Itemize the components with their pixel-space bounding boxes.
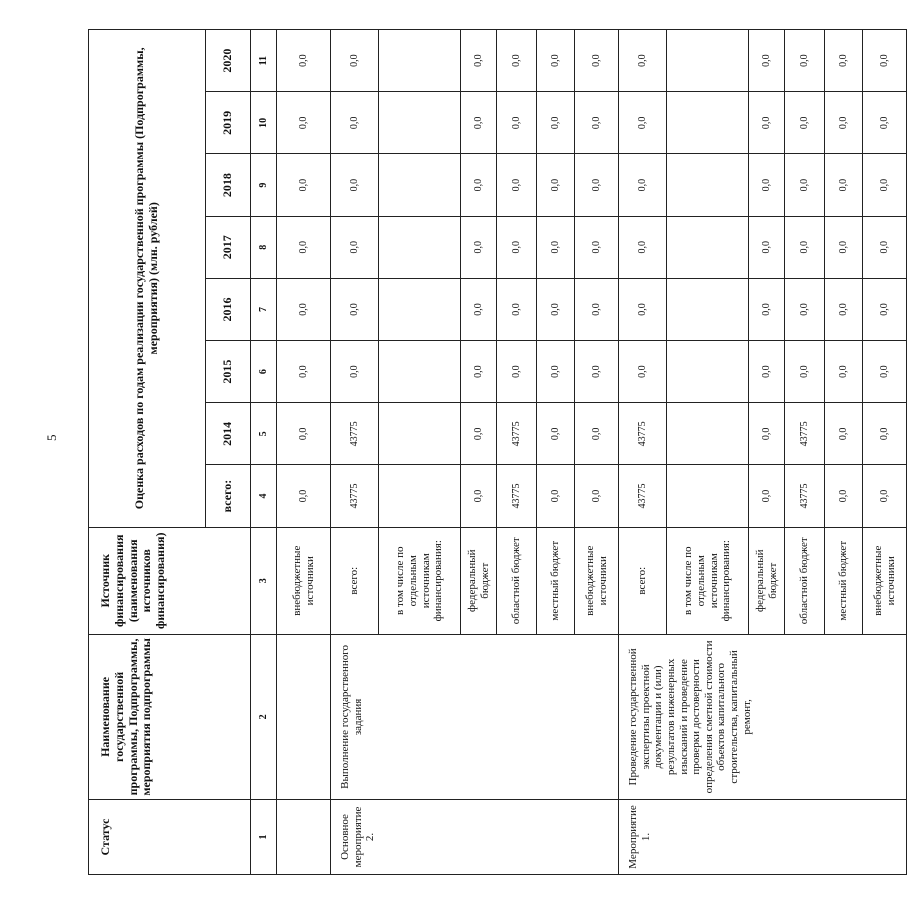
row-source: внебюджетные источники <box>863 527 907 634</box>
row-value: 0,0 <box>575 278 619 340</box>
row-value: 0,0 <box>331 92 379 154</box>
row-value: 0,0 <box>331 278 379 340</box>
column-number: 11 <box>251 30 277 92</box>
row-value: 0,0 <box>497 278 537 340</box>
row-value: 0,0 <box>825 154 863 216</box>
row-value: 0,0 <box>331 341 379 403</box>
row-value: 0,0 <box>749 30 785 92</box>
row-value: 0,0 <box>863 216 907 278</box>
column-number: 1 <box>251 799 277 874</box>
row-value <box>667 154 749 216</box>
row-value: 0,0 <box>277 154 331 216</box>
row-value: 0,0 <box>277 216 331 278</box>
row-source: местный бюджет <box>537 527 575 634</box>
row-value: 0,0 <box>537 465 575 527</box>
row-value: 0,0 <box>461 216 497 278</box>
row-value: 0,0 <box>785 92 825 154</box>
row-value: 0,0 <box>277 341 331 403</box>
row-value: 0,0 <box>825 341 863 403</box>
column-number: 3 <box>251 527 277 634</box>
row-value: 0,0 <box>497 216 537 278</box>
row-value <box>379 216 461 278</box>
row-value: 0,0 <box>785 30 825 92</box>
row-value: 0,0 <box>575 465 619 527</box>
header-status: Статус <box>89 799 251 874</box>
row-value: 0,0 <box>749 403 785 465</box>
row-value: 0,0 <box>749 278 785 340</box>
row-name <box>277 634 331 799</box>
table-row <box>277 30 331 875</box>
header-year-2014: 2014 <box>206 403 251 465</box>
row-value <box>667 403 749 465</box>
row-value: 0,0 <box>461 465 497 527</box>
header-estimate: Оценка расходов по годам реализации государственной программы (Подпрограммы, мероприятия) (млн. рублей) <box>89 30 206 528</box>
row-value: 0,0 <box>461 341 497 403</box>
row-value: 43775 <box>497 465 537 527</box>
row-value: 0,0 <box>461 403 497 465</box>
header-source: Источник финансирования (наименования источников финансирования) <box>89 527 251 634</box>
row-value: 0,0 <box>575 216 619 278</box>
column-number: 8 <box>251 216 277 278</box>
row-source: в том числе по отдельным источникам финансирования: <box>379 527 461 634</box>
row-value <box>379 403 461 465</box>
row-value: 0,0 <box>863 92 907 154</box>
row-value: 43775 <box>497 403 537 465</box>
row-value: 0,0 <box>497 341 537 403</box>
row-value <box>667 465 749 527</box>
column-number: 9 <box>251 154 277 216</box>
row-value: 0,0 <box>863 278 907 340</box>
row-status <box>277 799 331 874</box>
row-value: 0,0 <box>537 403 575 465</box>
row-value <box>379 278 461 340</box>
row-value: 0,0 <box>537 341 575 403</box>
row-value: 0,0 <box>619 154 667 216</box>
header-year-2015: 2015 <box>206 341 251 403</box>
row-value: 43775 <box>331 403 379 465</box>
column-number: 6 <box>251 341 277 403</box>
header-year-2020: 2020 <box>206 30 251 92</box>
row-value: 0,0 <box>575 30 619 92</box>
row-source: местный бюджет <box>825 527 863 634</box>
row-value: 0,0 <box>785 278 825 340</box>
row-source: в том числе по отдельным источникам финансирования: <box>667 527 749 634</box>
row-value: 0,0 <box>619 92 667 154</box>
header-year-2018: 2018 <box>206 154 251 216</box>
row-value: 0,0 <box>461 92 497 154</box>
row-value: 0,0 <box>749 341 785 403</box>
row-name: Выполнение государственного задания <box>331 634 619 799</box>
row-source: федеральный бюджет <box>749 527 785 634</box>
row-value: 0,0 <box>619 341 667 403</box>
row-source: областной бюджет <box>497 527 537 634</box>
row-status: Мероприятие 1. <box>619 799 907 874</box>
row-value: 0,0 <box>537 92 575 154</box>
row-value: 0,0 <box>619 278 667 340</box>
row-value: 0,0 <box>537 30 575 92</box>
row-source: всего: <box>331 527 379 634</box>
header-name: Наименование государственной программы, Подпрограммы, мероприятия подпрограммы <box>89 634 251 799</box>
row-value: 0,0 <box>825 403 863 465</box>
row-value: 0,0 <box>863 30 907 92</box>
row-value: 0,0 <box>863 403 907 465</box>
row-value <box>379 465 461 527</box>
row-value: 0,0 <box>575 341 619 403</box>
header-year-2019: 2019 <box>206 92 251 154</box>
row-value: 0,0 <box>575 92 619 154</box>
row-value: 0,0 <box>575 154 619 216</box>
row-value: 0,0 <box>461 30 497 92</box>
row-value: 0,0 <box>749 465 785 527</box>
row-value: 0,0 <box>497 154 537 216</box>
row-value: 0,0 <box>825 278 863 340</box>
row-value: 0,0 <box>825 92 863 154</box>
row-source: областной бюджет <box>785 527 825 634</box>
row-value: 0,0 <box>825 465 863 527</box>
row-source: всего: <box>619 527 667 634</box>
row-value: 0,0 <box>785 341 825 403</box>
column-number: 4 <box>251 465 277 527</box>
row-value: 0,0 <box>537 216 575 278</box>
page-number: 5 <box>44 434 59 441</box>
row-value <box>379 92 461 154</box>
row-value: 0,0 <box>331 30 379 92</box>
row-value <box>667 278 749 340</box>
row-value <box>379 341 461 403</box>
row-value: 0,0 <box>749 216 785 278</box>
row-value: 0,0 <box>277 92 331 154</box>
row-value: 43775 <box>619 465 667 527</box>
row-value: 0,0 <box>497 30 537 92</box>
row-value: 43775 <box>331 465 379 527</box>
row-value: 0,0 <box>331 154 379 216</box>
row-value: 0,0 <box>461 154 497 216</box>
row-value <box>667 216 749 278</box>
row-value: 0,0 <box>277 465 331 527</box>
row-value: 43775 <box>785 465 825 527</box>
row-value: 43775 <box>785 403 825 465</box>
expenses-table <box>88 29 907 875</box>
row-value: 0,0 <box>461 278 497 340</box>
row-value: 0,0 <box>497 92 537 154</box>
row-value <box>379 30 461 92</box>
table-row <box>331 30 379 875</box>
column-number: 7 <box>251 278 277 340</box>
column-number: 2 <box>251 634 277 799</box>
table-row <box>619 30 667 875</box>
row-name: Проведение государственной экспертизы проектной документации и (или) результатов инженерных изысканий и проведение проверки достоверности определения сметной стоимости объектов капитального строительства, капитальный ремонт, <box>619 634 907 799</box>
row-value <box>667 30 749 92</box>
row-value <box>379 154 461 216</box>
header-total: всего: <box>206 465 251 527</box>
row-value: 43775 <box>619 403 667 465</box>
row-value: 0,0 <box>863 154 907 216</box>
row-source: федеральный бюджет <box>461 527 497 634</box>
row-value: 0,0 <box>277 403 331 465</box>
row-value: 0,0 <box>619 216 667 278</box>
row-value: 0,0 <box>749 154 785 216</box>
row-value <box>667 92 749 154</box>
row-value <box>667 341 749 403</box>
rotated-table-container <box>88 29 897 875</box>
row-value: 0,0 <box>537 154 575 216</box>
column-number: 5 <box>251 403 277 465</box>
header-year-2016: 2016 <box>206 278 251 340</box>
row-value: 0,0 <box>825 30 863 92</box>
row-value: 0,0 <box>785 216 825 278</box>
row-value: 0,0 <box>331 216 379 278</box>
row-value: 0,0 <box>825 216 863 278</box>
row-value: 0,0 <box>619 30 667 92</box>
row-source: внебюджетные источники <box>575 527 619 634</box>
row-value: 0,0 <box>575 403 619 465</box>
column-number: 10 <box>251 92 277 154</box>
row-value: 0,0 <box>785 154 825 216</box>
row-value: 0,0 <box>863 341 907 403</box>
row-status: Основное мероприятие 2. <box>331 799 619 874</box>
row-source: внебюджетные источники <box>277 527 331 634</box>
row-value: 0,0 <box>749 92 785 154</box>
row-value: 0,0 <box>277 278 331 340</box>
row-value: 0,0 <box>537 278 575 340</box>
row-value: 0,0 <box>863 465 907 527</box>
row-value: 0,0 <box>277 30 331 92</box>
header-year-2017: 2017 <box>206 216 251 278</box>
